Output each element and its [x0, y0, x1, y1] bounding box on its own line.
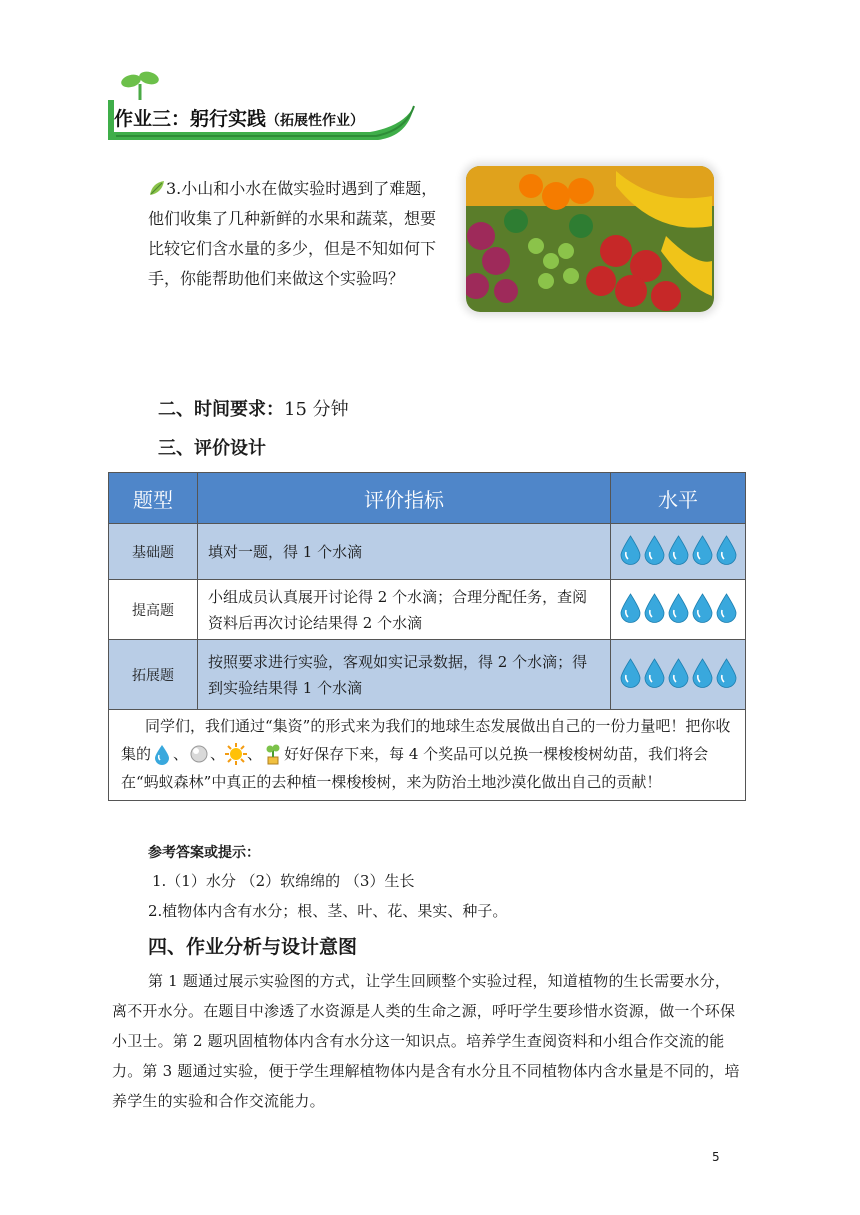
- row-type: 基础题: [109, 524, 198, 580]
- sun-icon: [225, 743, 247, 765]
- page-number: 5: [712, 1150, 720, 1164]
- water-drop-icon: [620, 535, 641, 565]
- water-drop-icon: [716, 593, 737, 623]
- row-level: [611, 580, 746, 640]
- water-drop-icon: [692, 658, 713, 688]
- table-header-row: [109, 473, 746, 524]
- water-drops-rating: [620, 658, 737, 688]
- answer-line-2: 2.植物体内含有水分；根、茎、叶、花、果实、种子。: [148, 902, 508, 920]
- pearl-icon: [188, 743, 210, 765]
- header-criteria: 评价指标: [198, 473, 611, 524]
- section-subtitle: （拓展性作业）: [266, 113, 365, 129]
- evaluation-heading: 三、评价设计: [158, 438, 266, 459]
- water-drop-icon: [716, 658, 737, 688]
- row-criteria: 填对一题，得 1 个水滴: [198, 524, 611, 580]
- time-requirement: 二、时间要求：15 分钟: [158, 399, 349, 420]
- row-level: [611, 640, 746, 710]
- header-type: 题型: [109, 473, 198, 524]
- evaluation-table: [108, 472, 746, 801]
- water-drop-icon: [644, 535, 665, 565]
- water-drop-icon: [668, 593, 689, 623]
- water-drop-icon: [668, 658, 689, 688]
- table-row: [109, 640, 746, 710]
- answer-line-1: 1.（1）水分 （2）软绵绵的 （3）生长: [152, 872, 415, 890]
- analysis-text: 第 1 题通过展示实验图的方式，让学生回顾整个实验过程，知道植物的生长需要水分，离不开水分。在题目中渗透了水资源是人类的生命之源，呼吁学生要珍惜水资源，做一个环保小卫士。第 2 题巩固植物体内含有水分这一知识点。培养学生查阅资料和小组合作交流的能力。第 3 题通过实验，便于学生理解植物体内是含有水分且不同植物体内含水量是不同的，培养学生的实验和合作交流能力。: [112, 972, 740, 1110]
- water-drop-icon: [151, 743, 173, 765]
- leaf-bullet-icon: [148, 179, 166, 197]
- water-drop-icon: [620, 658, 641, 688]
- reward-note: 同学们，我们通过“集资”的形式来为我们的地球生态发展做出自己的一份力量吧！把你收集的 、 、 、 好好保存下来，每 4 个奖品可以兑换一棵梭梭树幼苗，我们将会在“蚂蚁森林”中真正的去种植一棵梭梭树，来为防治土地沙漠化做出自己的贡献！: [109, 710, 746, 801]
- water-drops-rating: [620, 535, 737, 565]
- fruit-vegetable-photo: [466, 166, 714, 312]
- water-drop-icon: [716, 535, 737, 565]
- section-title: 作业三：躬行实践（拓展性作业）: [114, 108, 365, 130]
- question-text: 3.小山和小水在做实验时遇到了难题，他们收集了几种新鲜的水果和蔬菜，想要比较它们含水量的多少，但是不知如何下手，你能帮助他们来做这个实验吗？: [148, 179, 438, 288]
- water-drop-icon: [692, 535, 713, 565]
- water-drop-icon: [668, 535, 689, 565]
- sprout-icon: [120, 70, 160, 100]
- sapling-icon: [262, 743, 284, 765]
- analysis-heading: 四、作业分析与设计意图: [148, 936, 358, 958]
- row-criteria: 按照要求进行实验，客观如实记录数据，得 2 个水滴；得到实验结果得 1 个水滴: [198, 640, 611, 710]
- water-drop-icon: [692, 593, 713, 623]
- water-drop-icon: [644, 658, 665, 688]
- water-drop-icon: [644, 593, 665, 623]
- section-banner: [108, 96, 416, 142]
- row-criteria: 小组成员认真展开讨论得 2 个水滴；合理分配任务，查阅资料后再次讨论结果得 2 个水滴: [198, 580, 611, 640]
- water-drop-icon: [620, 593, 641, 623]
- header-level: 水平: [611, 473, 746, 524]
- water-drops-rating: [620, 593, 737, 623]
- row-type: 提高题: [109, 580, 198, 640]
- table-row: [109, 580, 746, 640]
- table-note-row: [109, 710, 746, 801]
- answers-heading: 参考答案或提示：: [148, 845, 260, 861]
- table-row: [109, 524, 746, 580]
- row-type: 拓展题: [109, 640, 198, 710]
- row-level: [611, 524, 746, 580]
